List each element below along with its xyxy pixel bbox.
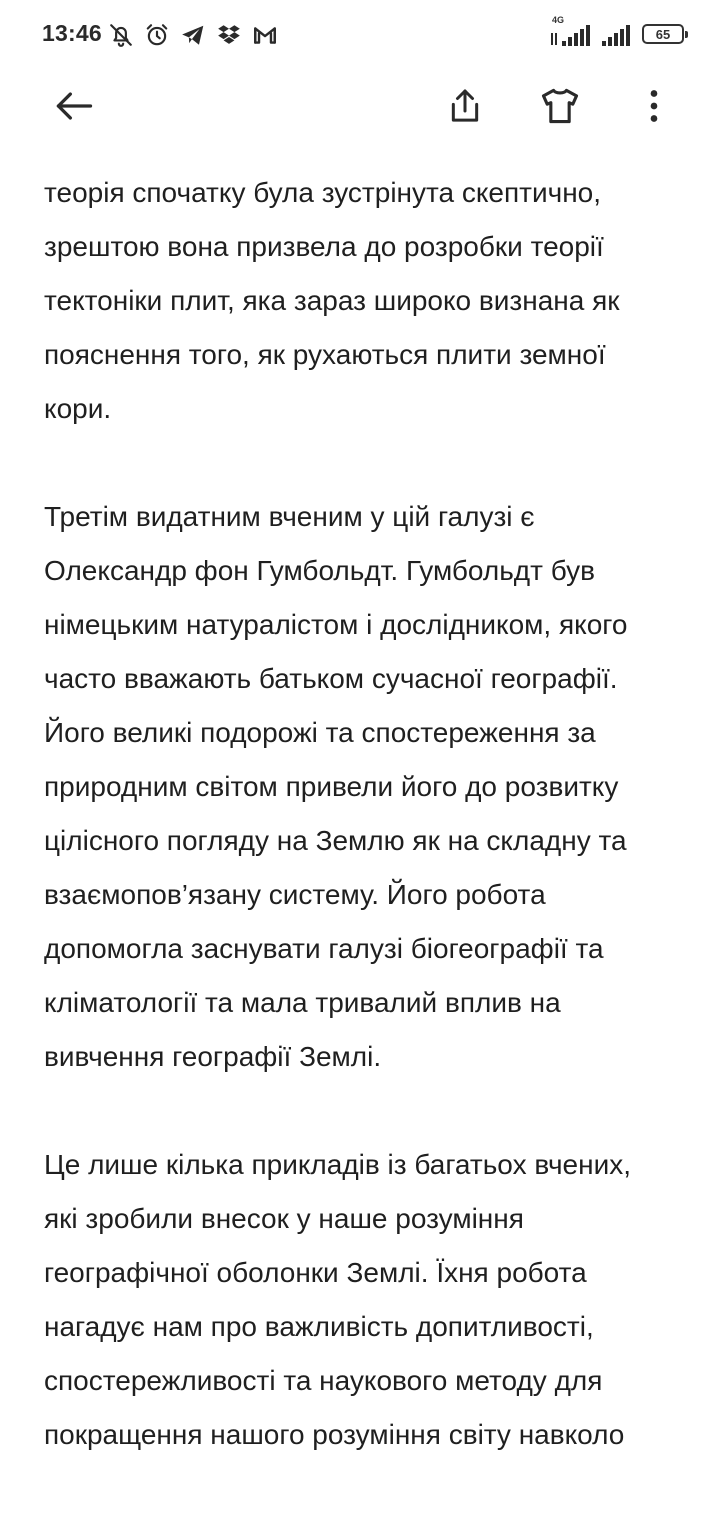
signal-strength-icon [600,19,632,49]
back-button[interactable] [46,78,102,134]
gmail-icon [252,22,278,48]
more-options-button[interactable] [626,78,682,134]
back-arrow-icon [52,84,96,128]
theme-button[interactable] [532,78,588,134]
network-type-label: 4G [552,15,565,25]
reader-toolbar [0,68,720,144]
alarm-icon [144,22,170,48]
notifications-muted-icon [108,22,134,48]
dropbox-icon [216,22,242,48]
article-content [44,166,692,1462]
theme-shirt-icon [538,84,582,128]
battery-level: 65 [655,26,671,42]
share-icon [445,86,485,126]
status-notification-icons [108,20,278,50]
more-vert-icon [634,86,674,126]
signal-4g-icon [550,15,590,49]
battery-icon [642,24,684,44]
status-system-icons [550,15,684,50]
telegram-icon [180,22,206,48]
article-paragraph: Третім видатним вченим у цій галузі є Олександр фон Гумбольдт. Гумбольдт був німецьким натуралістом і дослідником, якого часто вважають батьком сучасної географії. Його великі подорожі та спостереження за природним світом привели його до розвитку цілісного погляду на Землю як на складну та взаємопов’язану систему. Його робота допомогла заснувати галузі біогеографії та кліматології та мала тривалий вплив на вивчення географії Землі. [44,501,628,1072]
article-paragraph: теорія спочатку була зустрінута скептично, зрештою вона призвела до розробки теорії тектоніки плит, яка зараз широко визнана як пояснення того, як рухаються плити земної кори. [44,177,620,424]
share-button[interactable] [437,78,493,134]
status-time: 13:46 [42,20,102,46]
article-paragraph: Це лише кілька прикладів із багатьох вчених, які зробили внесок у наше розуміння географічної оболонки Землі. Їхня робота нагадує нам про важливість допитливості, спостережливості та наукового методу для покращення нашого розуміння світу навколо [44,1149,632,1450]
status-bar [0,0,720,68]
